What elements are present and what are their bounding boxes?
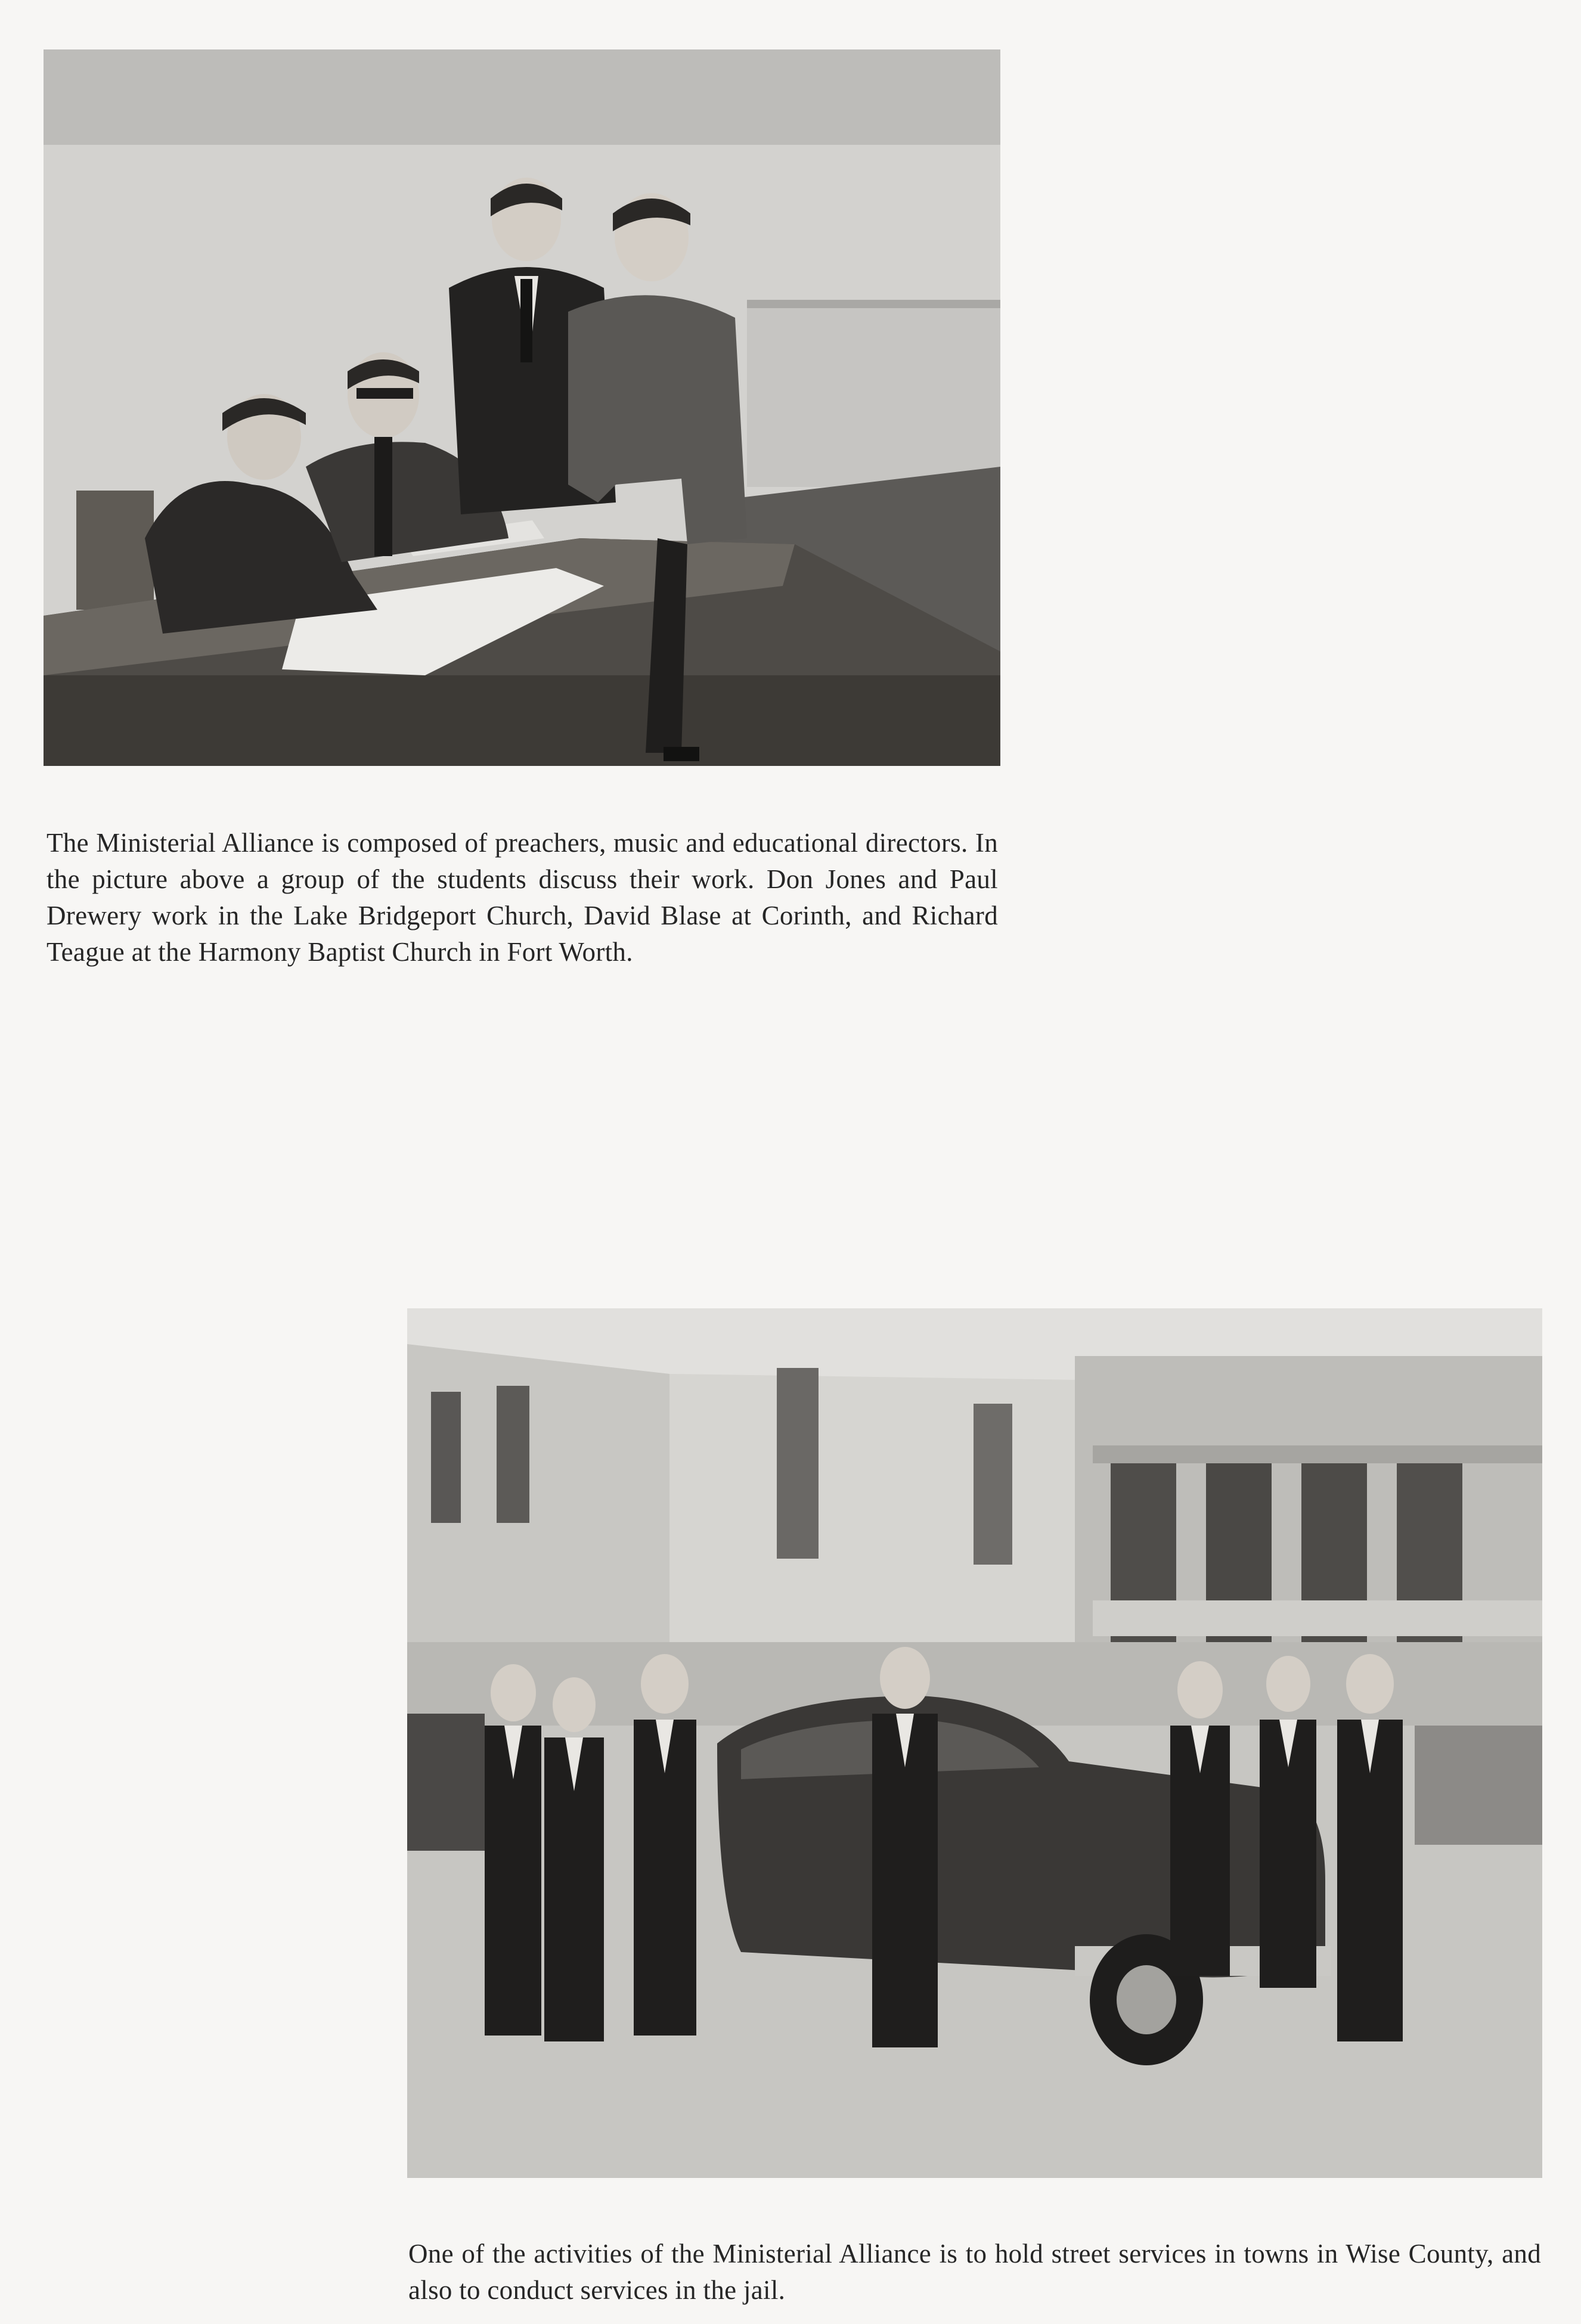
photo-group-with-car-image <box>407 1308 1542 2178</box>
caption-street-services: One of the activities of the Ministerial Alliance is to hold street services in towns in Wise County, and also to conduct services in the jail. <box>408 2239 1541 2305</box>
caption-ministerial-alliance-meeting: The Ministerial Alliance is composed of preachers, music and educational directors. In the picture above a group of the students discuss their work. Don Jones and Paul Drewery work in the Lake Bridgeport Church, David Blase at Corinth, and Richard Teague at the Harmony Baptist Church in Fort Worth. <box>46 828 998 967</box>
photo-group-with-car <box>407 1308 1542 2178</box>
photo-students-at-desk <box>44 49 1000 766</box>
photo-students-at-desk-image <box>44 49 1000 766</box>
